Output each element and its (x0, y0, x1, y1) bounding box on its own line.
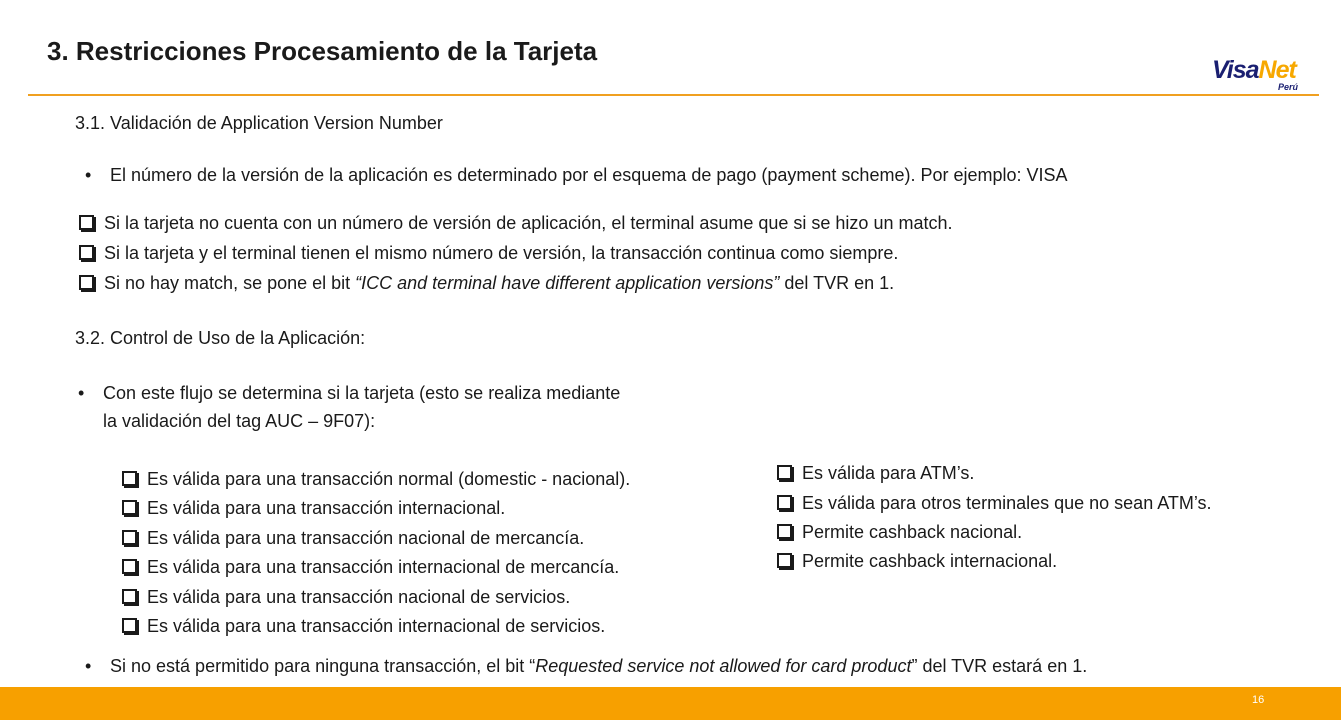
checkbox-icon (122, 618, 137, 633)
checkbox-icon (777, 553, 792, 568)
checkbox-icon (122, 471, 137, 486)
checkbox-icon (79, 245, 94, 260)
section-2-bullet-line-1: • Con este flujo se determina si la tarjeta (esto se realiza mediante (103, 382, 620, 404)
checkbox-icon (79, 275, 94, 290)
final-bullet-text: ” del TVR estará en 1. (911, 656, 1088, 676)
checklist-item-text: Es válida para ATM’s. (802, 463, 975, 483)
page-title: 3. Restricciones Procesamiento de la Tarjeta (47, 36, 598, 66)
checklist-item (122, 556, 619, 578)
checklist-item-text: Es válida para una transacción nacional de servicios. (147, 587, 571, 607)
tvr-bit-name: Requested service not allowed for card product (535, 656, 912, 676)
section-1-heading: 3.1. Validación de Application Version Number (75, 113, 443, 133)
final-bullet-text: Si no está permitido para ninguna transacción, el bit “ (110, 656, 536, 676)
visanet-logo (1212, 56, 1312, 94)
checklist-item-text: Es válida para una transacción nacional de mercancía. (147, 528, 585, 548)
section-1-bullet: • El número de la versión de la aplicación es determinado por el esquema de pago (payment scheme). Por ejemplo: VISA (110, 164, 1068, 186)
section-2-bullet-line-2: la validación del tag AUC – 9F07): (103, 411, 376, 431)
checklist-item-text: Es válida para una transacción internacional de servicios. (147, 616, 606, 636)
checklist-item-text: Permite cashback nacional. (802, 522, 1023, 542)
checklist-item (777, 521, 1022, 543)
checkbox-icon (777, 524, 792, 539)
checklist-item-text: Es válida para una transacción normal (domestic - nacional). (147, 469, 631, 489)
checklist-item (79, 242, 898, 264)
logo-wordmark (1212, 56, 1296, 84)
checklist-item (122, 586, 570, 608)
checkbox-icon (79, 215, 94, 230)
checklist-item (122, 497, 505, 519)
checklist-item (122, 527, 584, 549)
checklist-item (777, 462, 974, 484)
logo-visa-text: Visa (1212, 56, 1259, 84)
section-2-heading: 3.2. Control de Uso de la Aplicación: (75, 328, 366, 348)
checklist-item-text: Es válida para otros terminales que no sean ATM’s. (802, 493, 1212, 513)
checklist-item-text: Si la tarjeta y el terminal tienen el mismo número de versión, la transacción continua como siempre. (104, 243, 899, 263)
tvr-bit-name: “ICC and terminal have different application versions” (355, 273, 780, 293)
checklist-item-text: Es válida para una transacción internacional de mercancía. (147, 557, 620, 577)
checklist-item-text: Si no hay match, se pone el bit (104, 273, 356, 293)
checklist-item (122, 468, 630, 490)
checklist-item-text: Es válida para una transacción internacional. (147, 498, 506, 518)
checklist-item-text: Permite cashback internacional. (802, 551, 1058, 571)
checklist-item-text: del TVR en 1. (779, 273, 895, 293)
checklist-item (777, 550, 1057, 572)
checkbox-icon (777, 465, 792, 480)
page-number: 16 (1252, 694, 1265, 706)
checklist-item (79, 272, 894, 294)
logo-net-text: Net (1258, 56, 1296, 84)
checkbox-icon (122, 559, 137, 574)
checklist-item (122, 615, 605, 637)
checkbox-icon (777, 495, 792, 510)
checklist-item-text: Si la tarjeta no cuenta con un número de versión de aplicación, el terminal asume que si se hizo un match. (104, 213, 953, 233)
title-divider (28, 94, 1319, 96)
checkbox-icon (122, 589, 137, 604)
checklist-item (79, 212, 952, 234)
footer-bar (0, 687, 1341, 720)
checkbox-icon (122, 530, 137, 545)
logo-country: Perú (1277, 82, 1298, 92)
section-2-final-bullet (110, 655, 1087, 677)
checklist-item (777, 492, 1212, 514)
checkbox-icon (122, 500, 137, 515)
